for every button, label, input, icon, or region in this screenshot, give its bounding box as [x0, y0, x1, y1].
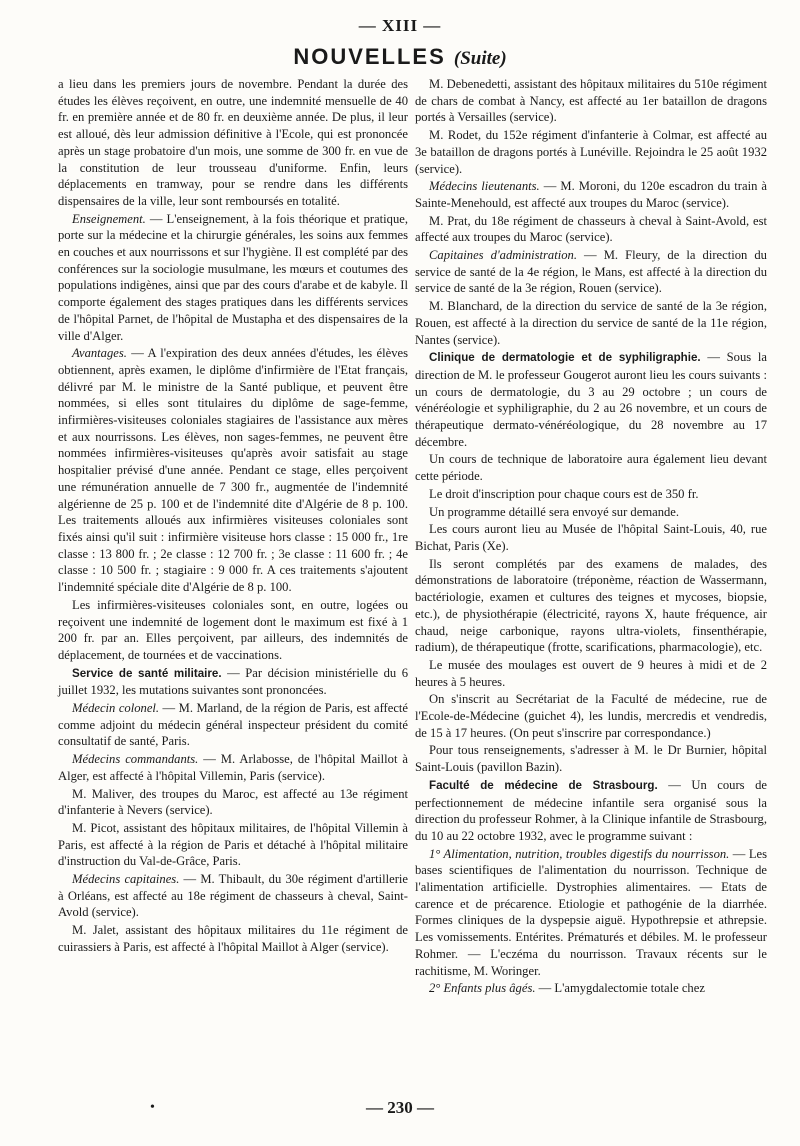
- paragraph-text: a lieu dans les premiers jours de novembre. Pendant la durée des études les élèves reçoivent, en outre, une indemnité mensuelle de 40 fr. en première année et de 80 fr. en deuxième année. De plus, il leur est alloué, dès leur admission définitive à l'Ecole, qui est prononcée après un stage probatoire d'un mois, une somme de 300 fr. en vue de la constitution de leur trousseau d'uniforme. Enfin, leurs déplacements en tramway, pour se rendre dans les différents dispensaires de la ville, leur sont remboursés en totalité.: [58, 77, 408, 208]
- paragraph: [58, 76, 408, 210]
- paragraph: [58, 871, 408, 921]
- paragraph: [58, 345, 408, 596]
- paragraph-text: Les infirmières-visiteuses coloniales sont, en outre, logées ou reçoivent une indemnité de logement dont le maximum est fixé à 1 200 fr. par an. Elles perçoivent, par ailleurs, des indemnités de déplacement, de tournées et de vaccinations.: [58, 597, 408, 662]
- paragraph-text: — M. Thibault, du 30e régiment d'artillerie à Orléans, est affecté au 18e régiment de chasseurs à cheval, Saint-Avold (service).: [58, 872, 408, 920]
- paragraph: [415, 980, 767, 997]
- paragraph-text: Pour tous renseignements, s'adresser à M. le Dr Burnier, hôpital Saint-Louis (pavillon Bazin).: [415, 743, 767, 775]
- paragraph-text: Ils seront complétés par des examens de malades, des démonstrations de laboratoire (tréponème, réaction de Wassermann, bactériologie, examen et cultures des teignes et mycoses, biopsie, etc.), de physiothérapie (électricité, rayons X, haute fréquence, air chaud, neige carbonique, rayons ultra-violets, finsenthérapie, radium), de thérapeutique (frotte, scarifications, pharmacologie), etc.: [415, 556, 767, 655]
- paragraph-heading: Médecins lieutenants.: [429, 179, 540, 194]
- paragraph-text: — Un cours de perfectionnement de médecine infantile sera organisé sous la direction du professeur Rohmer, à la Clinique infantile de Strasbourg, du 10 au 22 octobre 1932, avec le programme suivant :: [415, 777, 767, 843]
- paragraph-text: Un cours de technique de laboratoire aura également lieu devant cette période.: [415, 452, 767, 484]
- paragraph-text: — A l'expiration des deux années d'études, les élèves obtiennent, après examen, le diplôme d'infirmière de l'Etat français, délivré par M. le ministre de la Santé publique, et peuvent être nommées, si elles sont titulaires du diplôme de sage-femme, infirmières-visiteuses coloniales stagiaires de l'assistance aux mères et aux nourrissons. Les élèves, non sages-femmes, ne peuvent être nommées infirmières-visiteuses qu'après avoir satisfait au stage hospitalier prévisé d'une année. Pendant ce stage, elles perçoivent une rémunération annuelle de 7 300 fr., augmentée de l'indemnité algérienne de 25 p. 100 et de l'indemnité dite d'Algérie de 8 p. 100. Les traitements alloués aux infirmières visiteuses coloniales sont fixés ainsi qu'il suit : infirmière visiteuse hors classe : 15 000 fr., 1re classe : 13 800 fr. ; 2e classe : 12 700 fr. ; 3e classe : 11 600 fr. ; 4e classe : 10 500 fr. ; stagiaire : 9 000 fr. A ces traitements s'ajoutent l'indemnité spéciale dite d'Algérie de 8 p. 100.: [58, 346, 408, 595]
- paragraph: [415, 76, 767, 126]
- paragraph: [415, 521, 767, 554]
- paragraph: [415, 691, 767, 741]
- paragraph-heading: 2° Enfants plus âgés.: [429, 981, 536, 996]
- paragraph: [58, 665, 408, 699]
- paragraph: [415, 742, 767, 775]
- paragraph-text: Les cours auront lieu au Musée de l'hôpital Saint-Louis, 40, rue Bichat, Paris (Xe).: [415, 522, 767, 553]
- paragraph-heading: Enseignement.: [72, 211, 146, 226]
- page-title: [0, 44, 800, 70]
- paragraph: [58, 700, 408, 750]
- paragraph-text: M. Rodet, du 152e régiment d'infanterie à Colmar, est affecté au 3e bataillon de dragons portés à Lunéville. Rejoindra le 25 août 1932 (service).: [415, 128, 767, 176]
- paragraph-text: — Sous la direction de M. le professeur Gougerot auront lieu les cours suivants : un cours de dermatologie, du 3 au 29 octobre ; un cours de vénéréologie et syphiligraphie, du 2 au 26 novembre, et un cours de thérapeutique dermato-vénéréologique, du 28 novembre au 17 décembre.: [415, 350, 767, 449]
- paragraph: [415, 846, 767, 980]
- paragraph-text: — M. Moroni, du 120e escadron du train à Sainte-Menehould, est affecté aux troupes du Maroc (service).: [415, 179, 767, 210]
- paragraph-text: Un programme détaillé sera envoyé sur demande.: [429, 504, 680, 519]
- page-roman-numeral: — XIII —: [358, 16, 442, 35]
- paragraph: [415, 657, 767, 690]
- paragraph-heading: Faculté de médecine de Strasbourg.: [429, 778, 658, 792]
- paragraph-text: Le droit d'inscription pour chaque cours est de 350 fr.: [429, 486, 699, 501]
- bullet-mark: •: [150, 1100, 155, 1115]
- paragraph-text: M. Blanchard, de la direction du service de santé de la 3e région, Rouen, est affecté à la direction du service de santé de la 11e région, Nantes (service).: [415, 299, 767, 347]
- paragraph: [58, 820, 408, 870]
- paragraph: [58, 786, 408, 819]
- paragraph-text: M. Picot, assistant des hôpitaux militaires, de l'hôpital Villemin à Paris, est affecté à la région de Paris et détaché à l'hôpital militaire d'instruction du Val-de-Grâce, Paris.: [58, 820, 408, 869]
- paragraph: [415, 504, 767, 521]
- paragraph: [415, 486, 767, 503]
- title-main: NOUVELLES: [293, 44, 446, 69]
- paragraph-text: M. Prat, du 18e régiment de chasseurs à cheval à Saint-Avold, est affecté aux troupes du Maroc (service).: [415, 213, 767, 245]
- paragraph-heading: Service de santé militaire.: [72, 666, 222, 680]
- paragraph: [58, 211, 408, 345]
- paragraph: [415, 178, 767, 211]
- paragraph: [58, 597, 408, 664]
- paragraph: [415, 213, 767, 246]
- paragraph-heading: Capitaines d'administration.: [429, 248, 577, 263]
- paragraph-heading: Clinique de dermatologie et de syphiligraphie.: [429, 351, 701, 365]
- paragraph-text: M. Debenedetti, assistant des hôpitaux militaires du 510e régiment de chars de combat à Nancy, est affecté au 1er bataillon de dragons portés à Versailles (service).: [415, 77, 767, 125]
- paragraph-text: — L'enseignement, à la fois théorique et pratique, porte sur la médecine et la chirurgie générales, les soins aux femmes en couches et aux nourrissons et sur l'hygiène. Il est complété par des conférences sur la sociologie musulmane, les mœurs et coutumes des populations indigènes, ainsi que par des cours d'arabe et de kabyle. Il comporte également des stages pratiques dans les différents services de l'hôpital Parnet, de l'hôpital de Mustapha et des dispensaires de la ville d'Alger.: [58, 211, 408, 343]
- paragraph-text: Le musée des moulages est ouvert de 9 heures à midi et de 2 heures à 5 heures.: [415, 657, 767, 689]
- paragraph-text: — M. Arlabosse, de l'hôpital Maillot à Alger, est affecté à l'hôpital Villemin, Paris (service).: [58, 752, 408, 783]
- paragraph: [58, 751, 408, 784]
- page-number: — 230 —: [366, 1098, 434, 1117]
- paragraph: [415, 349, 767, 450]
- paragraph-heading: Avantages.: [72, 346, 127, 361]
- paragraph-heading: Médecin colonel.: [72, 701, 160, 716]
- paragraph-text: — Par décision ministérielle du 6 juillet 1932, les mutations suivantes sont prononcées.: [58, 665, 408, 698]
- paragraph-heading: Médecins capitaines.: [72, 872, 180, 887]
- paragraph: [58, 922, 408, 955]
- title-suite: (Suite): [453, 48, 507, 69]
- paragraph: [415, 298, 767, 348]
- paragraph-heading: 1° Alimentation, nutrition, troubles digestifs du nourrisson.: [429, 846, 730, 861]
- paragraph: [415, 127, 767, 177]
- right-column: [415, 76, 767, 997]
- left-column: [58, 76, 408, 956]
- paragraph-text: M. Jalet, assistant des hôpitaux militaires du 11e régiment de cuirassiers à Paris, est affecté à l'hôpital Maillot à Alger (service).: [58, 923, 408, 954]
- paragraph-text: — M. Marland, de la région de Paris, est affecté comme adjoint du médecin général inspecteur président du comité consultatif de santé, Paris.: [58, 701, 409, 749]
- paragraph: [415, 777, 767, 845]
- paragraph-text: — M. Fleury, de la direction du service de santé de la 4e région, le Mans, est affecté à la direction du service de santé de la 3e région, Rouen (service).: [415, 248, 767, 296]
- paragraph-heading: Médecins commandants.: [72, 752, 199, 767]
- paragraph: [415, 247, 767, 297]
- paragraph-text: M. Maliver, des troupes du Maroc, est affecté au 13e régiment d'infanterie à Nevers (service).: [58, 786, 408, 818]
- paragraph: [415, 451, 767, 484]
- paragraph-text: On s'inscrit au Secrétariat de la Faculté de médecine, rue de l'Ecole-de-Médecine (guichet 4), les lundis, mercredis et vendredis, de 15 à 17 heures. (On peut s'inscrire par correspondance.): [415, 692, 767, 740]
- paragraph: [415, 556, 767, 656]
- paragraph-text: — L'amygdalectomie totale chez: [535, 981, 705, 996]
- paragraph-text: — Les bases scientifiques de l'alimentation du nourrisson. Technique de l'alimentation artificielle. Dystrophies alimentaires. — Etats de carence et de précarence. Etiologie et pathogénie de la diarrhée. Formes cliniques de la dyspepsie aiguë. Hypothrepsie et athrepsie. Les vomissements. Entérites. Prématurés et débiles. M. le professeur Rohmer. — L'eczéma du nourrisson. Travaux récents sur le rachitisme, M. Woringer.: [415, 846, 768, 978]
